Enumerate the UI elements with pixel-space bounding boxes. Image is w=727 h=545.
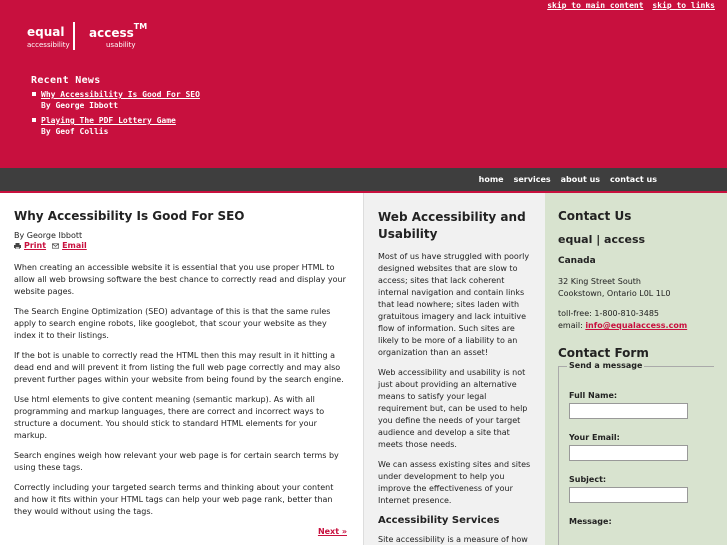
contact-form-title: Contact Form	[558, 346, 649, 360]
news-item	[31, 115, 200, 137]
nav-item-about-us[interactable]: about us	[560, 175, 601, 184]
nav-item-contact-us[interactable]: contact us	[610, 175, 657, 184]
skip-to-links-link[interactable]: skip to links	[652, 1, 715, 10]
middle-column	[363, 193, 545, 545]
recent-news	[31, 75, 200, 141]
address	[558, 276, 714, 300]
section-paragraph: We can assess existing sites and sites under development to help you improve the effectiveness of your Internet presence.	[378, 460, 531, 505]
news-item-link[interactable]: Why Accessibility Is Good For SEO	[41, 90, 200, 99]
article-paragraph: When creating an accessible website it is essential that you use proper HTML to allow all web browsing software the best chance to correctly read and display your website pages.	[14, 263, 346, 296]
main-nav	[0, 168, 727, 193]
site-header	[0, 0, 727, 168]
subject-label: Subject:	[569, 475, 607, 484]
nav-item-home[interactable]: home	[478, 175, 504, 184]
full-name-label: Full Name:	[569, 391, 618, 400]
contact-form	[558, 361, 714, 545]
news-item	[31, 89, 200, 111]
logo-word-equal: equal	[27, 25, 65, 39]
email-input[interactable]	[569, 445, 688, 461]
section-paragraph: Most of us have struggled with poorly designed websites that are slow to access; sites that lack coherent internal navigation and contain links that lead nowhere; sites laden with gratuitous imagery and lack intuitive flow of information. Such sites are likely to be more of a liability to an organization than an asset!	[378, 252, 530, 357]
news-item-byline: By Geof Collis	[41, 127, 109, 136]
message-label: Message:	[569, 517, 612, 526]
organization-name: equal | access	[558, 233, 646, 246]
printer-icon	[14, 243, 21, 249]
country: Canada	[558, 256, 596, 266]
news-item-byline: By George Ibbott	[41, 101, 119, 110]
services-heading: Accessibility Services	[378, 515, 500, 526]
email-link[interactable]	[52, 241, 87, 250]
recent-news-heading: Recent News	[31, 75, 101, 86]
contact-title: Contact Us	[558, 209, 632, 223]
logo-sub-accessibility: accessibility	[27, 41, 70, 49]
article-paragraph: Use html elements to give content meaning (semantic markup). As with all programming and markup languages, there are correct and incorrect ways to structure a document. You should stick to standard HTML elements for your markup.	[14, 395, 325, 440]
logo-divider	[73, 22, 75, 50]
nav-item-services[interactable]: services	[513, 175, 551, 184]
contact-sidebar	[545, 193, 727, 545]
bullet-icon	[32, 92, 36, 96]
news-item-link[interactable]: Playing The PDF Lottery Game	[41, 116, 176, 125]
next-link[interactable]: Next »	[317, 527, 347, 536]
subject-input[interactable]	[569, 487, 688, 503]
services-paragraph: Site accessibility is a measure of how	[378, 535, 528, 544]
logo-sub-usability: usability	[106, 41, 136, 49]
skip-to-main-content-link[interactable]: skip to main content	[547, 1, 644, 10]
contact-details	[558, 308, 714, 332]
tollfree-number: toll-free: 1-800-810-3485	[558, 309, 660, 318]
article-paragraph: The Search Engine Optimization (SEO) advantage of this is that the same rules apply to search engine robots, like googlebot, that scour your website as they index it to their listings.	[14, 307, 331, 340]
article-paragraph: Search engines weigh how relevant your web page is for certain search terms by using these tags.	[14, 451, 339, 472]
trademark: TM	[133, 22, 148, 31]
skip-links	[543, 1, 715, 10]
envelope-icon	[52, 243, 59, 249]
print-link[interactable]	[14, 241, 46, 250]
address-line: Cookstown, Ontario L0L 1L0	[558, 289, 671, 298]
bullet-icon	[32, 118, 36, 122]
article-paragraph: If the bot is unable to correctly read the HTML then this may result in it hitting a dead end and will prevent it from listing the full web page correctly and may also prevent further pages within your website from being found by the search engine.	[14, 351, 344, 384]
print-label: Print	[24, 241, 47, 250]
address-line: 32 King Street South	[558, 277, 641, 286]
article-tools	[14, 241, 349, 250]
email-address-link[interactable]: info@equalaccess.com	[585, 321, 688, 330]
email-label: Email	[62, 241, 87, 250]
main-content	[0, 193, 363, 545]
section-paragraph: Web accessibility and usability is not just about providing an alternative means to satisfy your legal requirement but, can be used to help you define the needs of your target audience and develop a site that meets those needs.	[378, 368, 528, 449]
contact-email: email: info@equalaccess.com	[558, 321, 688, 330]
full-name-input[interactable]	[569, 403, 688, 419]
form-legend: Send a message	[569, 361, 643, 370]
logo-word-access: access™	[89, 22, 148, 40]
your-email-label: Your Email:	[569, 433, 620, 442]
section-title: Web Accessibility and Usability	[378, 210, 526, 241]
article-title: Why Accessibility Is Good For SEO	[14, 209, 245, 223]
article-paragraph: Correctly including your targeted search terms and thinking about your content and how it fits within your HTML tags can help your web page rank, better than they would without using the tags.	[14, 483, 334, 516]
article-author: By George Ibbott	[14, 231, 83, 240]
